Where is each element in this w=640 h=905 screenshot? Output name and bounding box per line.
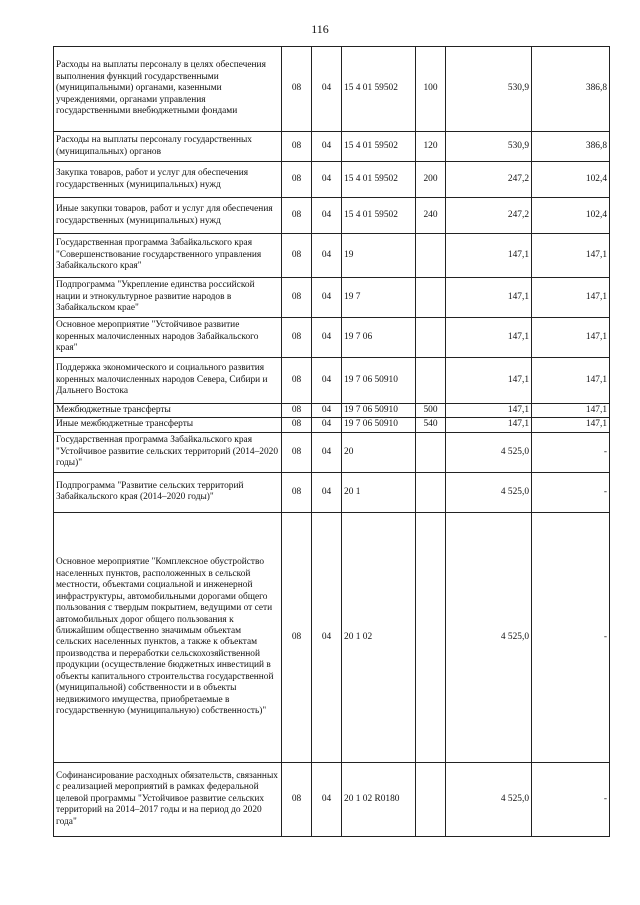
table-row: [54, 404, 610, 418]
table-row: [54, 432, 610, 472]
row-name: Основное мероприятие "Устойчивое развитие коренных малочисленных народов Забайкальского края": [54, 318, 282, 358]
row-name: Основное мероприятие "Комплексное обустройство населенных пунктов, расположенных в сельской местности, объектами социальной и инженерной инфраструктуры, автомобильными дорогами общего пользования с твердым покрытием, ведущими от сети автомобильных дорог общего пользования к ближайшим общественно значимым объектам сельских населенных пунктов, а также к объектам производства и переработки сельскохозяйственной продукции (осуществление бюджетных инвестиций в объекты капитального строительства государственной (муниципальной) собственности и в объекты недвижимого имущества, приобретаемые в государственную (муниципальную) собственность)": [54, 512, 282, 762]
row-expense-type: 200: [416, 162, 446, 198]
row-amount-year-2: -: [532, 472, 610, 512]
row-amount-year-2: 147,1: [532, 404, 610, 418]
row-expense-type: [416, 318, 446, 358]
row-expense-type: [416, 472, 446, 512]
row-amount-year-2: -: [532, 432, 610, 472]
row-amount-year-2: 386,8: [532, 47, 610, 132]
table-row: [54, 132, 610, 162]
row-section: 08: [282, 404, 312, 418]
row-expense-type: [416, 278, 446, 318]
row-name: Иные межбюджетные трансферты: [54, 418, 282, 432]
row-subsection: 04: [312, 132, 342, 162]
row-name: Подпрограмма "Развитие сельских территорий Забайкальского края (2014–2020 годы)": [54, 472, 282, 512]
row-amount-year-1: 147,1: [446, 234, 532, 278]
row-amount-year-2: 147,1: [532, 278, 610, 318]
row-target-article: 19 7 06 50910: [342, 404, 416, 418]
row-subsection: 04: [312, 512, 342, 762]
table-row: [54, 198, 610, 234]
table-row: [54, 358, 610, 404]
row-section: 08: [282, 418, 312, 432]
row-section: 08: [282, 198, 312, 234]
row-subsection: 04: [312, 162, 342, 198]
row-amount-year-1: 4 525,0: [446, 762, 532, 836]
row-amount-year-2: 102,4: [532, 198, 610, 234]
row-expense-type: [416, 432, 446, 472]
row-name: Подпрограмма "Укрепление единства российской нации и этнокультурное развитие народов в Забайкальском крае": [54, 278, 282, 318]
row-amount-year-2: 147,1: [532, 358, 610, 404]
row-amount-year-1: 247,2: [446, 162, 532, 198]
row-expense-type: 120: [416, 132, 446, 162]
table-row: [54, 762, 610, 836]
row-target-article: 19 7 06: [342, 318, 416, 358]
table-row: [54, 418, 610, 432]
row-target-article: 20 1 02: [342, 512, 416, 762]
row-name: Закупка товаров, работ и услуг для обеспечения государственных (муниципальных) нужд: [54, 162, 282, 198]
table-row: [54, 278, 610, 318]
row-section: 08: [282, 132, 312, 162]
table-row: [54, 472, 610, 512]
row-name: Иные закупки товаров, работ и услуг для обеспечения государственных (муниципальных) нужд: [54, 198, 282, 234]
row-expense-type: [416, 234, 446, 278]
row-subsection: 04: [312, 234, 342, 278]
row-section: 08: [282, 512, 312, 762]
row-name: Государственная программа Забайкальского края "Совершенствование государственного управления Забайкальского края": [54, 234, 282, 278]
row-subsection: 04: [312, 198, 342, 234]
row-section: 08: [282, 278, 312, 318]
row-amount-year-1: 147,1: [446, 404, 532, 418]
row-expense-type: [416, 358, 446, 404]
row-section: 08: [282, 432, 312, 472]
row-expense-type: [416, 762, 446, 836]
row-target-article: 15 4 01 59502: [342, 198, 416, 234]
table-row: [54, 512, 610, 762]
row-target-article: 15 4 01 59502: [342, 132, 416, 162]
row-amount-year-2: 386,8: [532, 132, 610, 162]
row-target-article: 15 4 01 59502: [342, 162, 416, 198]
page-number: 116: [311, 22, 329, 36]
row-amount-year-1: 530,9: [446, 132, 532, 162]
row-amount-year-1: 147,1: [446, 418, 532, 432]
row-expense-type: 500: [416, 404, 446, 418]
row-target-article: 19: [342, 234, 416, 278]
row-amount-year-2: 147,1: [532, 418, 610, 432]
row-subsection: 04: [312, 47, 342, 132]
row-amount-year-2: 102,4: [532, 162, 610, 198]
table-body: [54, 47, 610, 837]
row-subsection: 04: [312, 472, 342, 512]
row-target-article: 20 1 02 R0180: [342, 762, 416, 836]
row-target-article: 19 7 06 50910: [342, 358, 416, 404]
row-subsection: 04: [312, 762, 342, 836]
row-section: 08: [282, 47, 312, 132]
row-subsection: 04: [312, 418, 342, 432]
row-subsection: 04: [312, 278, 342, 318]
row-target-article: 19 7 06 50910: [342, 418, 416, 432]
row-subsection: 04: [312, 318, 342, 358]
row-target-article: 20: [342, 432, 416, 472]
row-name: Поддержка экономического и социального развития коренных малочисленных народов Севера, Сибири и Дальнего Востока: [54, 358, 282, 404]
row-amount-year-1: 247,2: [446, 198, 532, 234]
row-name: Расходы на выплаты персоналу в целях обеспечения выполнения функций государственными (муниципальными) органами, казенными учреждениями, органами управления государственными внебюджетными фондами: [54, 47, 282, 132]
row-amount-year-1: 530,9: [446, 47, 532, 132]
row-expense-type: 240: [416, 198, 446, 234]
row-section: 08: [282, 318, 312, 358]
row-subsection: 04: [312, 358, 342, 404]
row-name: Софинансирование расходных обязательств, связанных с реализацией мероприятий в рамках федеральной целевой программы "Устойчивое развитие сельских территорий на 2014–2017 годы и на период до 2020 года": [54, 762, 282, 836]
row-amount-year-1: 147,1: [446, 278, 532, 318]
row-amount-year-2: 147,1: [532, 318, 610, 358]
budget-table: [53, 46, 610, 837]
table-row: [54, 162, 610, 198]
row-name: Межбюджетные трансферты: [54, 404, 282, 418]
row-expense-type: [416, 512, 446, 762]
table-row: [54, 234, 610, 278]
row-target-article: 19 7: [342, 278, 416, 318]
row-name: Государственная программа Забайкальского края "Устойчивое развитие сельских территорий (2014–2020 годы)": [54, 432, 282, 472]
row-amount-year-1: 4 525,0: [446, 512, 532, 762]
row-amount-year-2: -: [532, 512, 610, 762]
row-amount-year-2: 147,1: [532, 234, 610, 278]
row-subsection: 04: [312, 432, 342, 472]
row-amount-year-1: 4 525,0: [446, 472, 532, 512]
row-expense-type: 540: [416, 418, 446, 432]
row-amount-year-1: 147,1: [446, 358, 532, 404]
row-expense-type: 100: [416, 47, 446, 132]
table-row: [54, 318, 610, 358]
row-amount-year-1: 147,1: [446, 318, 532, 358]
row-subsection: 04: [312, 404, 342, 418]
row-section: 08: [282, 762, 312, 836]
row-target-article: 20 1: [342, 472, 416, 512]
row-target-article: 15 4 01 59502: [342, 47, 416, 132]
row-amount-year-1: 4 525,0: [446, 432, 532, 472]
row-amount-year-2: -: [532, 762, 610, 836]
row-section: 08: [282, 162, 312, 198]
table-row: [54, 47, 610, 132]
row-section: 08: [282, 234, 312, 278]
row-name: Расходы на выплаты персоналу государственных (муниципальных) органов: [54, 132, 282, 162]
row-section: 08: [282, 472, 312, 512]
row-section: 08: [282, 358, 312, 404]
